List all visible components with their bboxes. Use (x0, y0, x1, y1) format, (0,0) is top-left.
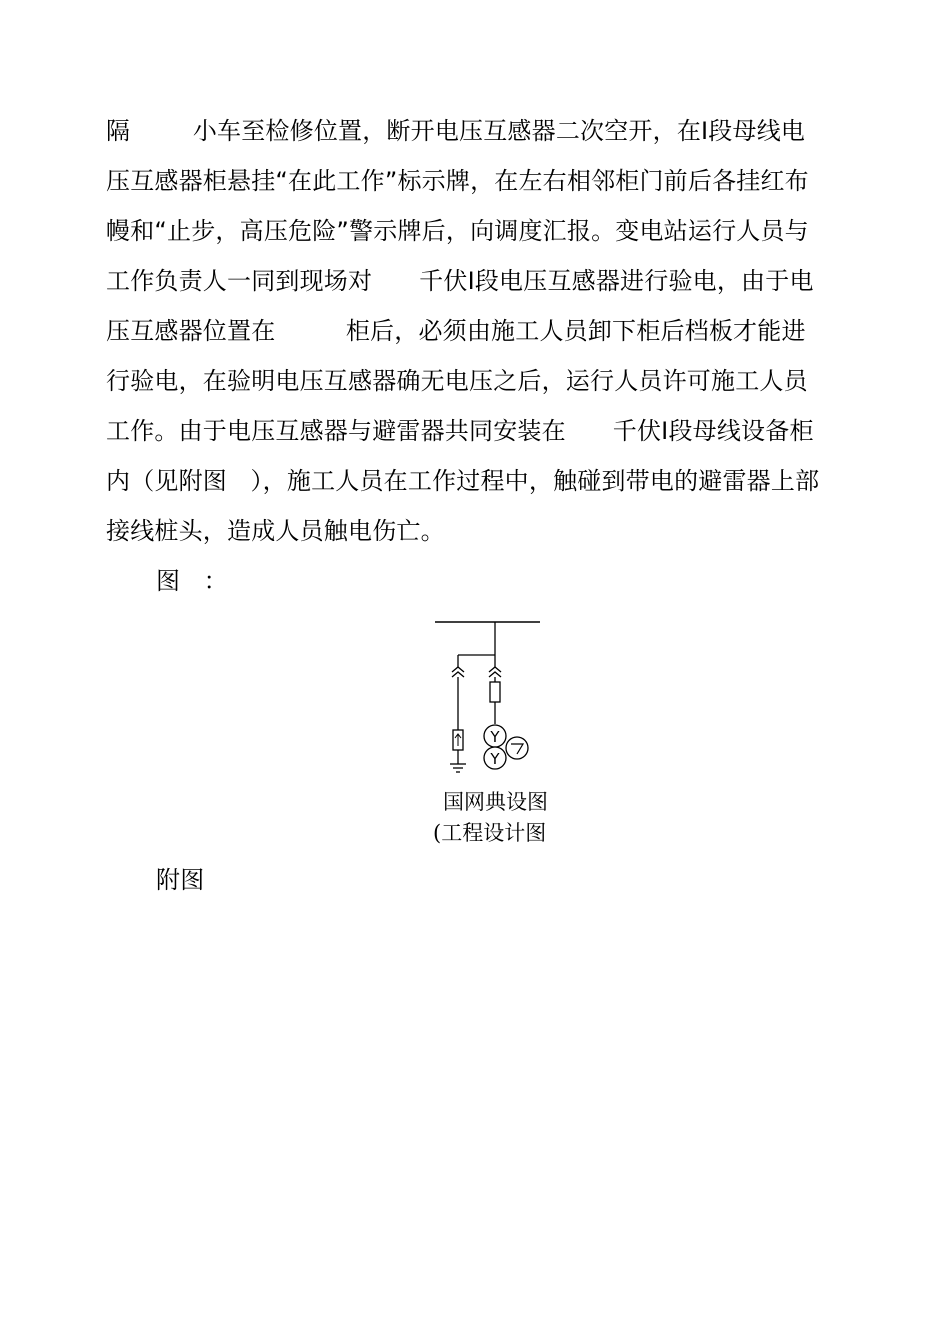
paragraph-line: 工作负责人一同到现场对 千伏I段电压互感器进行验电，由于电 (106, 267, 814, 295)
fuse (490, 682, 500, 702)
paragraph-line: 接线桩头，造成人员触电伤亡。 (106, 517, 445, 545)
figure-label: 图 ： (156, 567, 228, 595)
voltage-transformer (484, 725, 528, 769)
paragraph-line: 行验电，在验明电压互感器确无电压之后，运行人员许可施工人员 (106, 367, 808, 395)
paragraph-line: 压互感器位置在 柜后，必须由施工人员卸下柜后档板才能进 (106, 317, 806, 345)
diagram-caption: (工程设计图 (433, 821, 547, 845)
paragraph-line: 压互感器柜悬挂“在此工作”标示牌，在左右相邻柜门前后各挂红布 (106, 167, 809, 195)
disconnect-contact-right (489, 667, 501, 677)
disconnect-contact-left (452, 667, 464, 677)
wye-symbol: Y (490, 728, 500, 746)
appendix-label: 附图 (156, 866, 205, 894)
wye-symbol: Y (490, 750, 500, 768)
diagram-caption: 国网典设图 (443, 790, 548, 814)
paragraph-line: 工作。由于电压互感器与避雷器共同安装在 千伏I段母线设备柜 (106, 417, 814, 445)
paragraph-line: 幔和“止步，高压危险”警示牌后，向调度汇报。变电站运行人员与 (106, 217, 809, 245)
paragraph-line: 内（见附图 ），施工人员在工作过程中，触碰到带电的避雷器上部 (106, 467, 820, 495)
paragraph-line: 隔 小车至检修位置，断开电压互感器二次空开，在I段母线电 (106, 117, 806, 145)
ground-symbol (450, 764, 466, 772)
